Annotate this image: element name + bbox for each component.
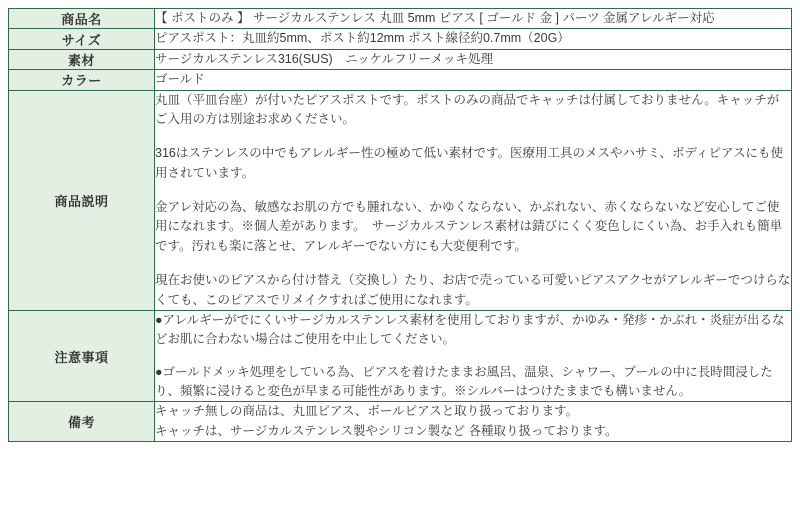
row-label-caution: 注意事項 [9, 310, 155, 402]
row-value-description [155, 90, 792, 310]
description-paragraph: 丸皿（平皿台座）が付いたピアスポストです。ポストのみの商品でキャッチは付属しておりません。キャッチがご入用の方は別途お求めください。 [155, 92, 780, 126]
product-spec-table [8, 8, 792, 442]
row-value-caution [155, 310, 792, 402]
row-value-remarks [155, 402, 792, 442]
row-value-product-name: 【 ポストのみ 】 サージカルステンレス 丸皿 5mm ピアス [ ゴールド 金 ] パーツ 金属アレルギー対応 [155, 9, 792, 29]
description-paragraph: 金アレ対応の為、敏感なお肌の方でも腫れない、かゆくならない、かぶれない、赤くならないなど安心してご使用になれます。※個人差があります。 サージカルステンレス素材は錆びにくく変色しにくい為、お手入れも簡単です。汚れも楽に落とせ、アレルギーでない方にも大変便利です。 [155, 200, 783, 253]
table-row [9, 70, 792, 90]
row-label-material: 素材 [9, 49, 155, 69]
row-value-color: ゴールド [155, 70, 792, 90]
description-paragraph: 現在お使いのピアスから付け替え（交換し）たり、お店で売っている可愛いピアスアクセがアレルギーでつけらなくても、このピアスでリメイクすればご使用になれます。 [155, 273, 791, 307]
table-body [9, 9, 792, 442]
caution-paragraph: ●ゴールドメッキ処理をしている為、ピアスを着けたままお風呂、温泉、シャワー、プールの中に長時間浸したり、頻繁に浸けると変色が早まる可能性があります。※シルバーはつけたままでも構いません。 [155, 364, 773, 398]
row-value-size: ピアスポスト：丸皿約5mm、ポスト約12mm ポスト線径約0.7mm（20G） [155, 29, 792, 49]
table-row [9, 9, 792, 29]
caution-paragraph: ●アレルギーがでにくいサージカルステンレス素材を使用しておりますが、かゆみ・発疹・かぶれ・炎症が出るなどお肌に合わない場合はご使用を中止してください。 [155, 312, 785, 347]
remarks-line: キャッチ無しの商品は、丸皿ピアス、ボールピアスと取り扱っております。 [155, 404, 579, 419]
table-row [9, 402, 792, 442]
row-label-size: サイズ [9, 29, 155, 49]
table-row [9, 310, 792, 402]
table-row [9, 29, 792, 49]
description-paragraph: 316はステンレスの中でもアレルギー性の極めて低い素材です。医療用工具のメスやハサミ、ボディピアスにも使用されています。 [155, 146, 783, 180]
remarks-line: キャッチは、サージカルステンレス製やシリコン製など 各種取り扱っております。 [155, 423, 618, 438]
row-label-remarks: 備考 [9, 402, 155, 442]
table-row [9, 49, 792, 69]
table-row [9, 90, 792, 310]
row-value-material: サージカルステンレス316(SUS) ニッケルフリーメッキ処理 [155, 49, 792, 69]
row-label-description: 商品説明 [9, 90, 155, 310]
row-label-product-name: 商品名 [9, 9, 155, 29]
row-label-color: カラー [9, 70, 155, 90]
